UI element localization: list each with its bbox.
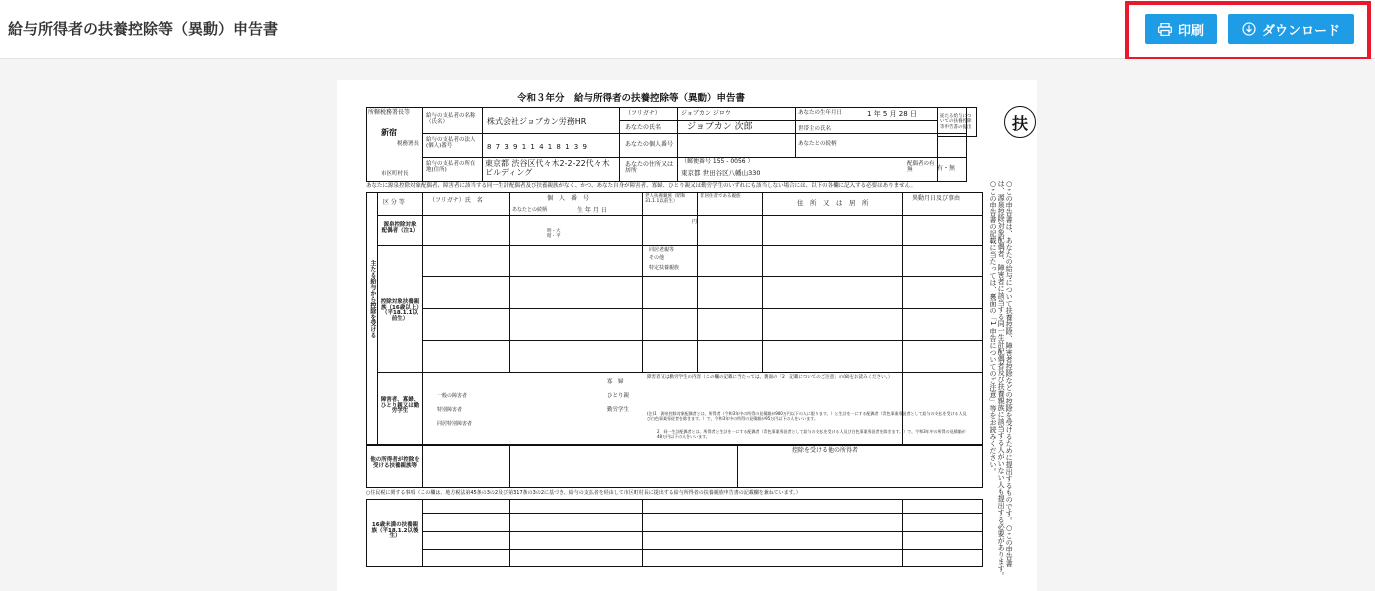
check-other: その他 — [649, 255, 665, 261]
col-nonres: 非居住者である親族 — [700, 194, 741, 199]
other-income-label: 控除を受ける他の所得者 — [792, 447, 859, 454]
col-furigana: （フリガナ）氏 名 — [429, 197, 483, 204]
householder-label: 世帯主の氏名 — [798, 126, 832, 132]
payer-number-label: 給与の支払者の法人(個人)番号 — [426, 137, 476, 149]
document-page — [337, 80, 1037, 591]
student-label: 勤労学生 — [607, 407, 630, 413]
your-address-label: あなたの住所又は居所 — [625, 161, 674, 174]
relation-label: あなたとの続柄 — [798, 141, 837, 147]
row-c-label: 障害者、寡婦、ひとり親又は勤労学生 — [380, 397, 420, 414]
payer-address-value: 東京都 渋谷区代々木2-2-22代々木ビルディング — [485, 159, 610, 178]
city-label: 市区町村長 — [381, 171, 409, 177]
under16-table — [366, 499, 983, 567]
disabled-general: 一般の障害者 — [437, 393, 468, 399]
right-instructions: ○この申告書は、あなたの給与について扶養控除、障害者控除などの控除を受けるために提出するものです。○この申告書は、源泉控除対象配偶者、障害者に該当する同一生計配偶者及び扶養親族に該当する人がいない人も提出する必要があります。○この申告書の記載に当たっては、裏面の「1 申告についてのご注意」等をお読みください。 — [989, 180, 1014, 579]
tax-office-label: 所轄税務署長等 — [368, 109, 411, 116]
note-1: (注)1 源泉控除対象配偶者とは、所得者（令和3年中の所得の見積額が900万円以下の人に限ります。）と生計を一にする配偶者（青色事業専従者として給与の支払を受ける人及び白色事業専従者を除きます。）で、令和3年中の所得の見積額が95万円以下の人をいいます。 — [647, 411, 967, 421]
download-label: ダウンロード — [1261, 23, 1340, 39]
col-change: 異動月日及び事由 — [912, 195, 961, 202]
spouse-value: 有・無 — [937, 165, 956, 172]
download-icon — [1242, 22, 1256, 36]
your-name-value: ジョブカン 次郎 — [687, 122, 753, 132]
download-button[interactable] — [1228, 14, 1354, 44]
postal-value: （郵便番号 155 - 0056 ） — [681, 158, 754, 165]
col-mynumber: 個 人 番 号 — [547, 195, 590, 202]
mynumber-label: あなたの個人番号 — [625, 141, 674, 148]
printer-icon — [1158, 23, 1172, 36]
tax-office-suffix: 税務署長 — [397, 141, 420, 147]
furigana-label: （フリガナ） — [625, 110, 661, 117]
print-button[interactable] — [1145, 14, 1217, 44]
page-header — [0, 0, 1375, 59]
row-under16-label: 16歳未満の扶養親族（平18.1.2以後生） — [371, 522, 419, 539]
payer-name-value: 株式会社ジョブカン労務HR — [487, 117, 587, 126]
form-title: 令和３年分 給与所得者の扶養控除等（異動）申告書 — [517, 93, 746, 104]
widow-label: 寡 婦 — [607, 379, 624, 385]
yen-label: 円 — [692, 219, 698, 225]
your-name-label: あなたの氏名 — [625, 124, 662, 131]
era-label: 明・大昭・平 — [547, 229, 561, 239]
spouse-label: 配偶者の有無 — [907, 161, 935, 173]
payer-number-value: 8 7 3 9 1 1 4 1 8 1 3 9 — [487, 143, 588, 151]
row-b-label: 控除対象扶養親族（16歳以上）（平18.1.1以前生） — [380, 299, 420, 322]
birthdate-value: 1 年 5 月 28 日 — [867, 110, 917, 118]
col-category: 区 分 等 — [383, 199, 405, 206]
row-a-label: 源泉控除対象配偶者（注1） — [381, 222, 419, 234]
page-title: 給与所得者の扶養控除等（異動）申告書 — [8, 20, 279, 38]
check-cohabit: 同居老親等 — [649, 247, 675, 253]
other-income-table — [366, 445, 983, 488]
disabled-cohabit: 同居特別障害者 — [437, 421, 473, 427]
note-2: 2 同一生計配偶者とは、所得者と生計を一にする配偶者（青色事業専従者として給与の支払を受ける人及び白色事業専従者を除きます。）で、令和3年中の所得の見積額が48万円以下の人をいいます。 — [657, 429, 966, 439]
disabled-note: 障害者又は勤労学生の内容（この欄の記載に当たっては、裏面の「2 記載についてのご注意」の(8)をお読みください。） — [647, 375, 893, 380]
furigana-value: ジョブカン ジロウ — [681, 110, 731, 117]
single-parent-label: ひとり親 — [607, 393, 630, 399]
col-relation: あなたとの続柄 — [512, 207, 548, 213]
instruction-text: あなたに源泉控除対象配偶者、障害者に該当する同一生計配偶者及び扶養親族がなく、かつ、あなた自身が障害者、寡婦、ひとり親又は勤労学生のいずれにも該当しない場合には、以下の各欄に記入する必要はありません。 — [366, 183, 917, 189]
birthdate-label: あなたの生年月日 — [798, 110, 843, 116]
main-side-label: 主たる給与から控除を受ける — [368, 260, 376, 338]
your-address-value: 東京都 世田谷区八幡山330 — [681, 169, 761, 177]
col-income: 老人扶養親族（昭和31.1.1以前生） — [645, 194, 686, 204]
form-mark: 扶 — [1004, 106, 1036, 138]
col-birth: 生 年 月 日 — [577, 207, 607, 214]
resident-note: ○住民税に関する事項（この欄は、地方税法第45条の3の2及び第317条の3の2に基づき、給与の支払者を経由して市区町村長に提出する給与所得者の扶養親族申告書の記載欄を兼ねています。） — [366, 490, 801, 496]
tax-office-value: 新宿 — [381, 128, 397, 137]
print-label: 印刷 — [1177, 23, 1204, 39]
row-d-label: 他の所得者が控除を受ける扶養親族等 — [370, 457, 420, 469]
check-specific: 特定扶養親族 — [649, 265, 680, 271]
payer-name-label: 給与の支払者の名称（氏名） — [426, 113, 476, 125]
payer-address-label: 給与の支払者の所在地(住所) — [426, 161, 476, 173]
disabled-special: 特別障害者 — [437, 407, 463, 413]
col-address: 住 所 又 は 居 所 — [797, 199, 869, 207]
side-note: 従たる給与についての扶養控除等申告書の提出 — [940, 114, 972, 130]
